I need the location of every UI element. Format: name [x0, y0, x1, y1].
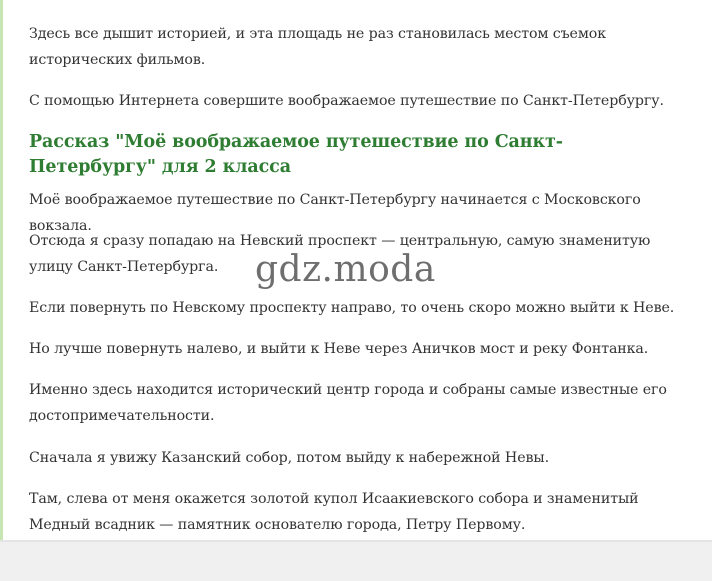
paragraph-4: Но лучше повернуть налево, и выйти к Неве через Аничков мост и реку Фонтанка.: [29, 341, 649, 357]
bottom-divider: [0, 540, 712, 542]
watermark-logo: gdz.moda: [255, 249, 436, 290]
paragraph-5: Именно здесь находится исторический центр города и собраны самые известные его достопримечательности.: [29, 382, 667, 424]
paragraph-2: Отсюда я сразу попадаю на Невский проспект — центральную, самую знаменитую улицу Санкт-Петербурга.: [29, 233, 651, 275]
intro-paragraph-1: Здесь все дышит историей, и эта площадь не раз становилась местом съемок исторических фильмов.: [29, 26, 607, 68]
intro-paragraph-2: С помощью Интернета совершите воображаемое путешествие по Санкт-Петербургу.: [29, 93, 664, 109]
paragraph-1: Моё воображаемое путешествие по Санкт-Петербургу начинается с Московского вокзала.: [29, 192, 641, 234]
paragraph-3: Если повернуть по Невскому проспекту направо, то очень скоро можно выйти к Неве.: [29, 300, 675, 316]
article-heading: Рассказ "Моё воображаемое путешествие по Санкт-Петербургу" для 2 класса: [29, 132, 563, 177]
paragraph-6: Сначала я увижу Казанский собор, потом выйду к набережной Невы.: [29, 450, 549, 466]
paragraph-7: Там, слева от меня окажется золотой купол Исаакиевского собора и знаменитый Медный всадник — памятник основателю города, Петру Первому.: [29, 491, 639, 533]
